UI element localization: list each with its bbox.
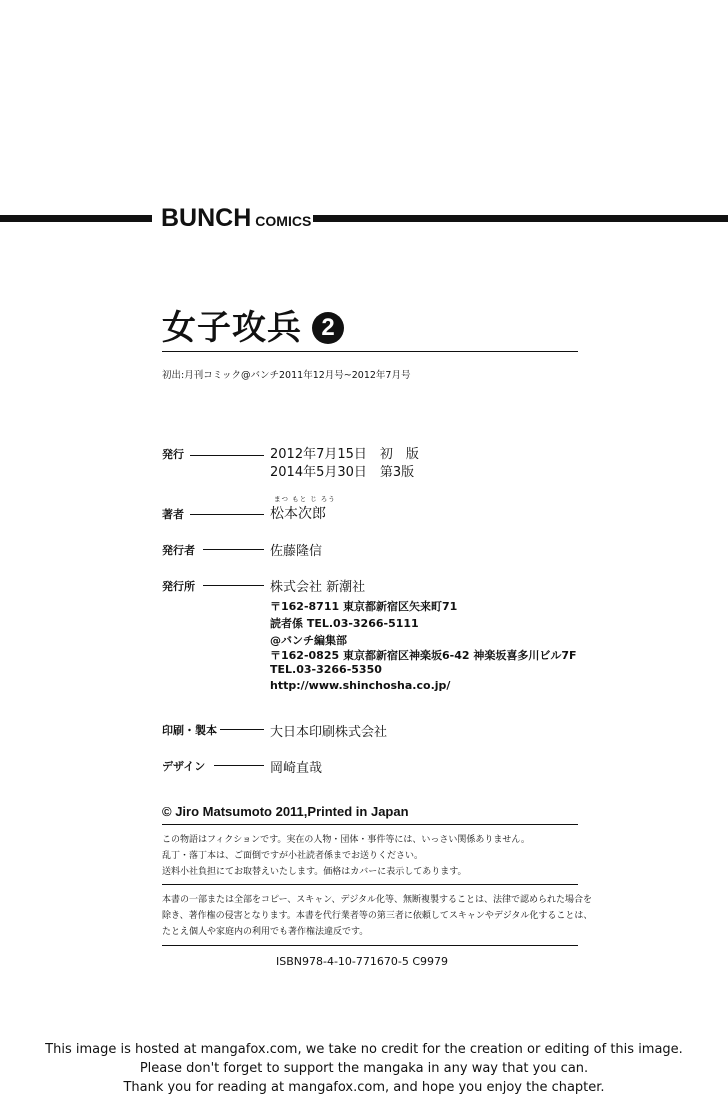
- book-title: [162, 300, 344, 349]
- publisher-label: 発行所: [162, 580, 195, 593]
- author-dash: [190, 514, 264, 515]
- copyright-notice-line-2: 除き、著作権の侵害となります。本書を代行業者等の第三者に依頼してスキャンやデジタル化することは、: [162, 911, 593, 921]
- copyright: © Jiro Matsumoto 2011,Printed in Japan: [162, 804, 409, 819]
- brand-bar-right: [313, 215, 728, 222]
- copyright-notice-rule: [162, 945, 578, 946]
- notice-line-2: 乱丁・落丁本は、ご面倒ですが小社読者係までお送りください。: [162, 851, 424, 861]
- brand-bar-left: [0, 215, 152, 222]
- publication-label: 発行: [162, 448, 184, 461]
- publisher-line-2: 読者係 TEL.03-3266-5111: [270, 617, 419, 630]
- publisher-person-name: 佐藤隆信: [270, 544, 323, 559]
- design-value: 岡崎直哉: [270, 761, 323, 776]
- publisher-person-label: 発行者: [162, 544, 195, 557]
- book-title-text: 女子攻兵: [162, 308, 302, 348]
- copyright-notice-line-1: 本書の一部または全部をコピー、スキャン、デジタル化等、無断複製することは、法律で認められた場合を: [162, 895, 593, 905]
- publication-dash: [190, 455, 264, 456]
- brand-sub-text: COMICS: [255, 213, 312, 229]
- footer-line-1: This image is hosted at mangafox.com, we take no credit for the creation or editing of this image.: [45, 1042, 683, 1057]
- publisher-line-4: 〒162-0825 東京都新宿区神楽坂6-42 神楽坂喜多川ビル7F: [270, 649, 577, 662]
- author-ruby: まつ もと じ ろう: [274, 495, 336, 503]
- footer-line-2: Please don't forget to support the mangaka in any way that you can.: [139, 1061, 589, 1076]
- printing-value: 大日本印刷株式会社: [270, 725, 388, 740]
- notice-line-1: この物語はフィクションです。実在の人物・団体・事件等には、いっさい関係ありません。: [162, 835, 530, 845]
- publisher-line-1: 〒162-8711 東京都新宿区矢来町71: [270, 600, 458, 613]
- notice-line-3: 送料小社負担にてお取替えいたします。価格はカバーに表示してあります。: [162, 867, 467, 877]
- copyright-notice-line-3: たとえ個人や家庭内の利用でも著作権法違反です。: [162, 927, 369, 937]
- first-publication: 初出:月刊コミック@バンチ2011年12月号~2012年7月号: [162, 370, 411, 381]
- publisher-line-3: @バンチ編集部: [270, 634, 347, 647]
- author-label: 著者: [162, 508, 184, 521]
- notice-rule: [162, 884, 578, 885]
- footer-line-3: Thank you for reading at mangafox.com, and hope you enjoy the chapter.: [123, 1080, 605, 1095]
- volume-badge: 2: [312, 312, 344, 344]
- design-dash: [214, 765, 264, 766]
- printing-label: 印刷・製本: [162, 724, 217, 737]
- publisher-person-dash: [203, 549, 264, 550]
- design-label: デザイン: [162, 760, 206, 773]
- copyright-rule: [162, 824, 578, 825]
- brand-logo: [161, 204, 311, 233]
- printing-dash: [220, 729, 264, 730]
- isbn: ISBN978-4-10-771670-5 C9979: [276, 955, 449, 968]
- author-name: 松本次郎: [270, 506, 326, 522]
- title-rule: [162, 351, 578, 352]
- brand-main-text: BUNCH: [161, 204, 252, 232]
- publisher-line-5: TEL.03-3266-5350: [270, 663, 382, 676]
- publication-date-1: 2012年7月15日 初 版: [270, 447, 419, 462]
- publisher-dash: [203, 585, 264, 586]
- publisher-company: 株式会社 新潮社: [270, 580, 366, 595]
- publication-date-2: 2014年5月30日 第3版: [270, 465, 415, 480]
- publisher-url: http://www.shinchosha.co.jp/: [270, 679, 451, 692]
